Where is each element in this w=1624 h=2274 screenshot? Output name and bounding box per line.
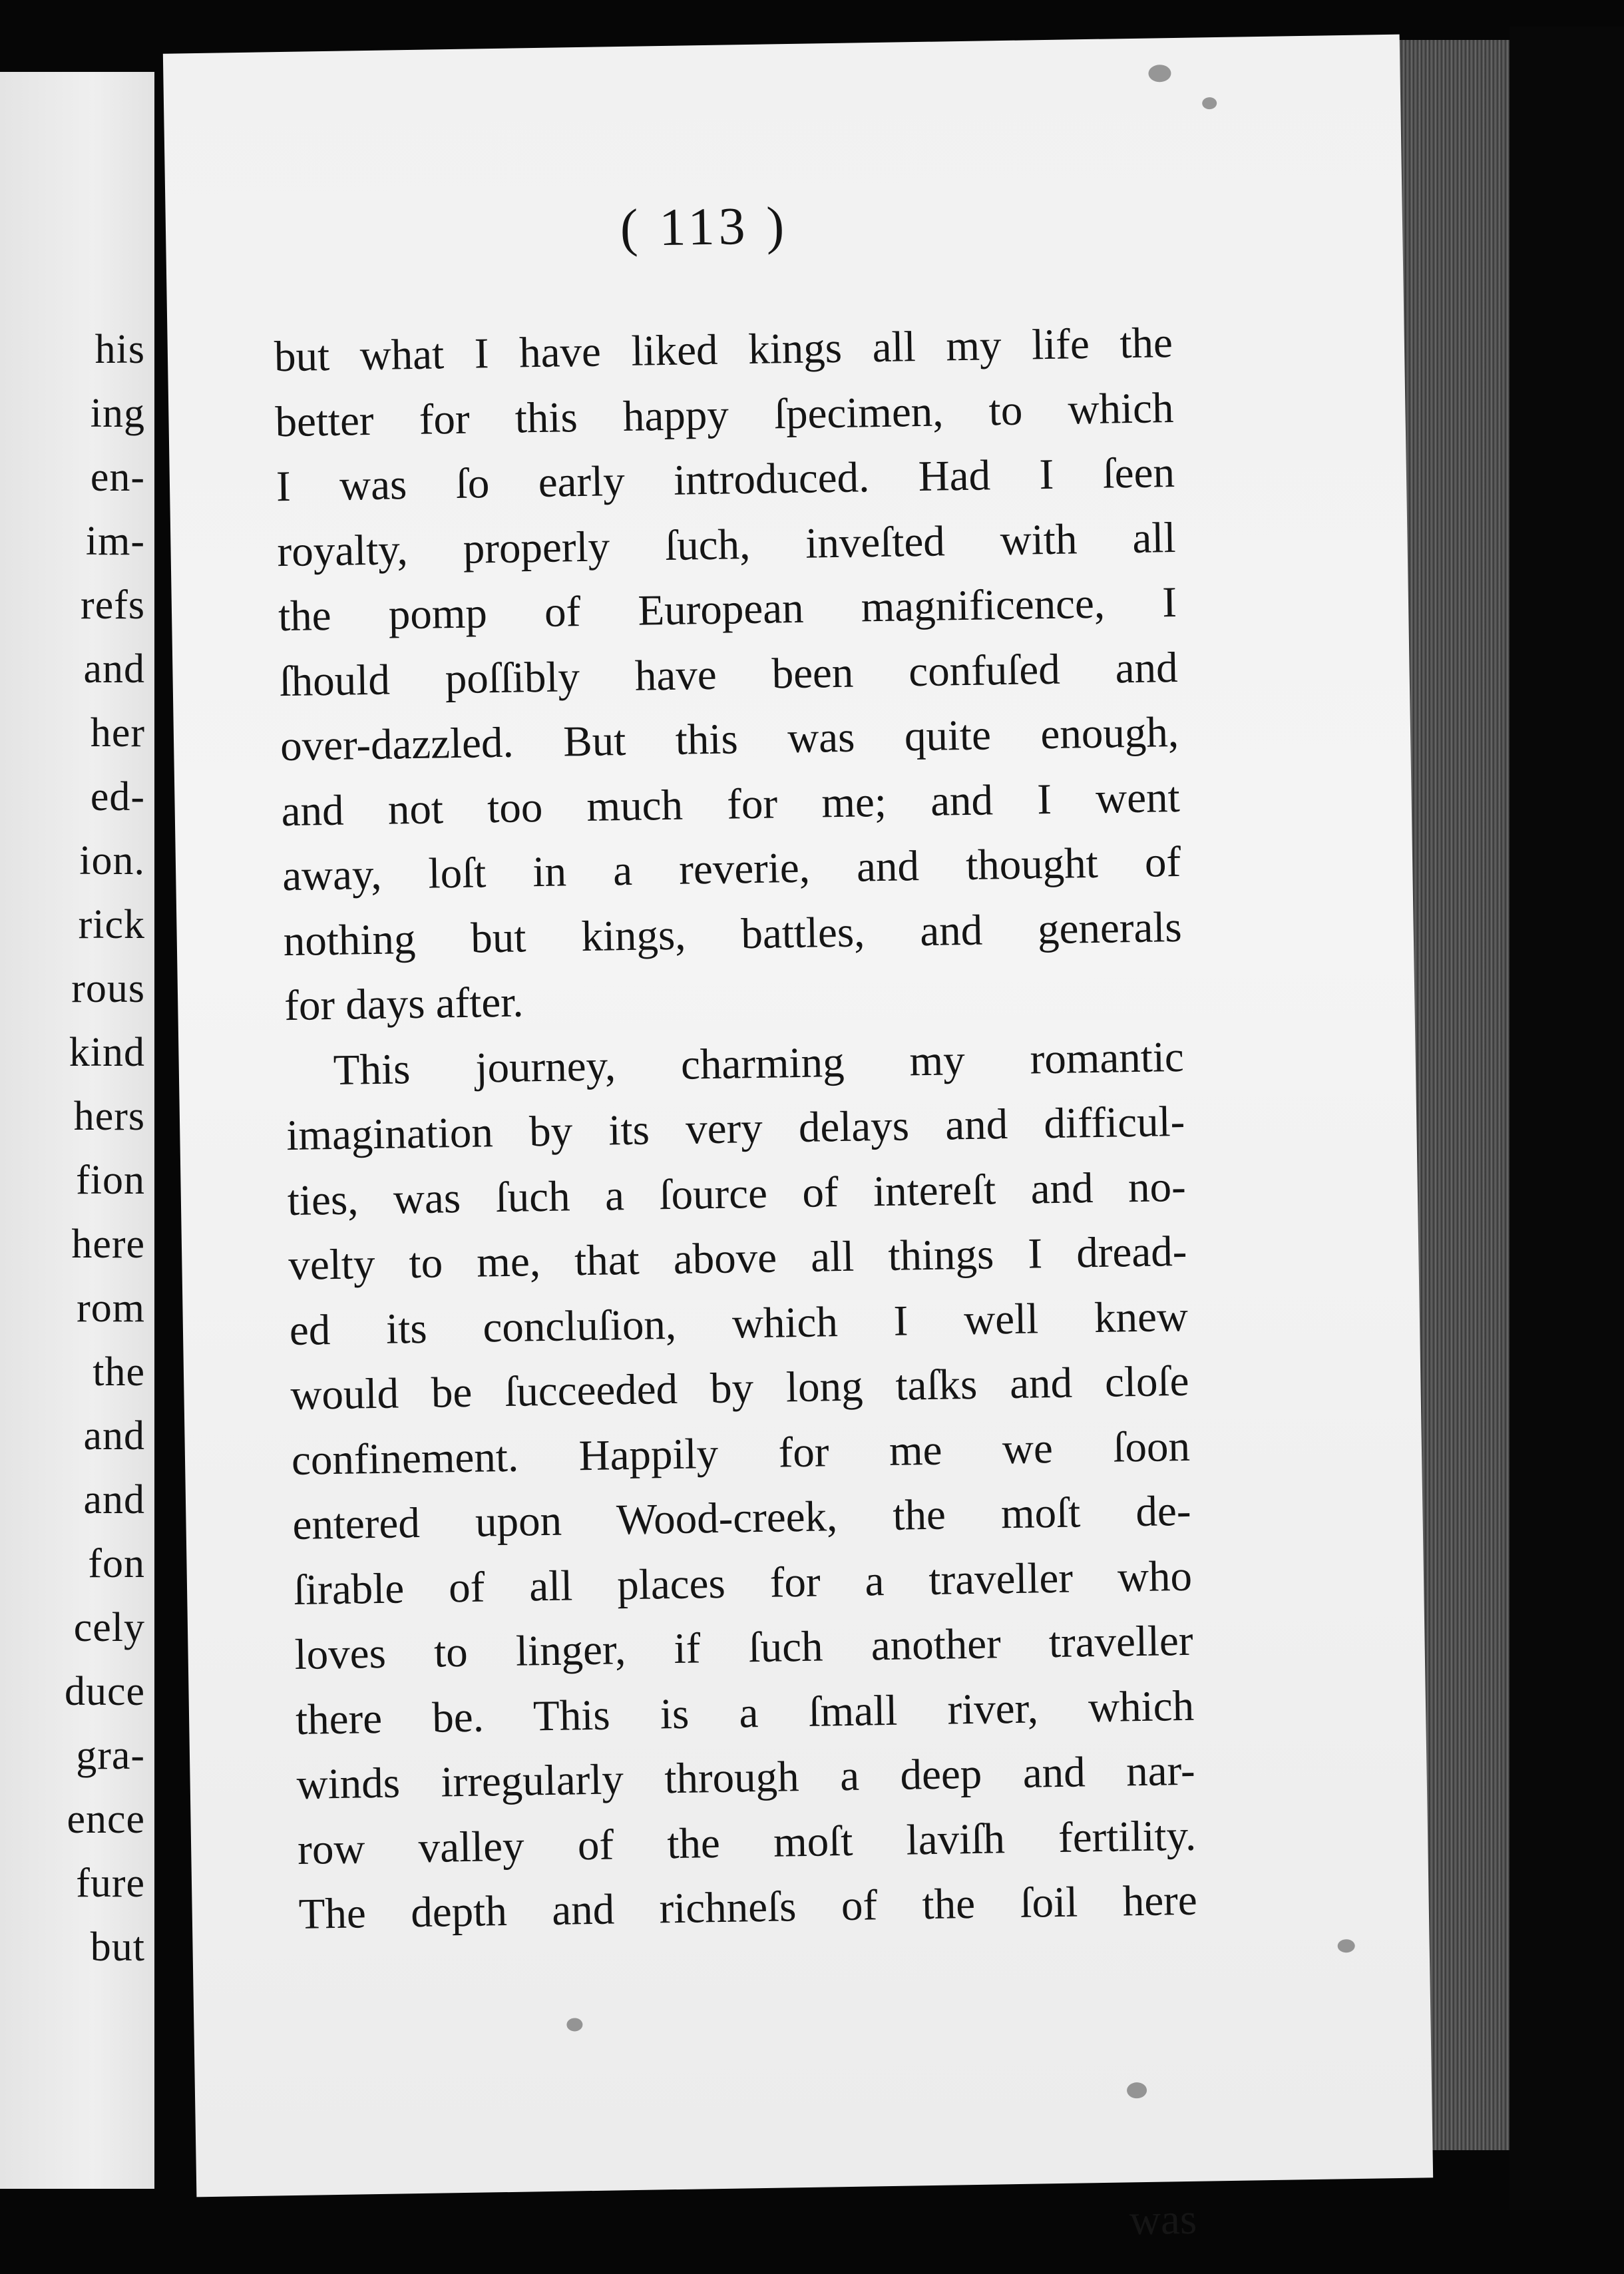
paper-speck — [1202, 97, 1217, 109]
left-page-fragment: his — [95, 327, 145, 372]
text-line: ſhould poſſibly have been confuſed and — [279, 643, 1179, 706]
left-page-fragment: here — [71, 1222, 145, 1267]
left-page-fragment: rous — [71, 966, 145, 1011]
page-number: ( 113 ) — [620, 196, 789, 258]
text-line: confinement. Happily for me we ſoon — [291, 1422, 1191, 1484]
paragraph-start-line: This journey, charming my romantic — [333, 1032, 1185, 1094]
left-page-fragment: cely — [73, 1605, 145, 1650]
catchword: was — [1129, 2195, 1197, 2245]
text-line: velty to me, that above all things I dread- — [288, 1227, 1187, 1290]
left-page-fragment: and — [83, 1477, 145, 1522]
book-page — [163, 35, 1433, 2245]
text-line: row valley of the moſt laviſh fertility. — [297, 1811, 1197, 1874]
left-page-fragment: and — [83, 1413, 145, 1459]
text-line: for days after. — [284, 978, 524, 1030]
text-line: but what I have liked kings all my life the — [274, 319, 1173, 381]
left-page-fragment: ence — [67, 1797, 145, 1842]
left-page-fragment: kind — [69, 1030, 145, 1075]
left-page-fragment: rom — [77, 1285, 145, 1331]
text-line: better for this happy ſpecimen, to which — [274, 383, 1174, 446]
text-line: nothing but kings, battles, and generals — [283, 903, 1183, 965]
left-page-fragment: ion. — [79, 838, 145, 883]
text-line: away, loſt in a reverie, and thought of — [282, 837, 1181, 901]
left-page-fragment: ing — [90, 391, 145, 436]
left-page-fragment: duce — [64, 1669, 145, 1714]
text-line: would be ſucceeded by long taſks and cloſe — [290, 1357, 1189, 1420]
paper-speck — [566, 2018, 582, 2031]
scan-background — [1510, 27, 1624, 2210]
left-page-fragment: but — [90, 1925, 145, 1970]
text-line: royalty, properly ſuch, inveſted with all — [277, 513, 1176, 576]
left-page-fragment: refs — [81, 582, 145, 628]
left-page-fragment: and — [83, 646, 145, 692]
paper-speck — [1127, 2082, 1147, 2098]
text-line: ed its concluſion, which I well knew — [289, 1292, 1189, 1355]
left-page-fragment: hers — [73, 1094, 145, 1139]
text-line: winds irregularly through a deep and nar- — [296, 1746, 1196, 1809]
text-line: imagination by its very delays and difficul- — [286, 1097, 1185, 1160]
left-page-fragment: ed- — [90, 774, 145, 819]
left-page-fragment: the — [93, 1349, 145, 1395]
left-page-fragment: fion — [76, 1158, 145, 1203]
left-page-fragment: gra- — [76, 1733, 145, 1778]
body-text — [274, 311, 1198, 2245]
text-line: there be. This is a ſmall river, which — [295, 1682, 1195, 1744]
left-page-fragment: en- — [90, 455, 145, 500]
left-page-fragment: rick — [78, 902, 145, 947]
previous-page-edge — [0, 72, 154, 2189]
paper-speck — [1338, 1939, 1355, 1952]
text-line: The depth and richneſs of the ſoil here — [298, 1876, 1198, 1938]
text-line: I was ſo early introduced. Had I ſeen — [276, 448, 1175, 511]
text-line: and not too much for me; and I went — [281, 773, 1181, 835]
text-line: ties, was ſuch a ſource of intereſt and no- — [287, 1162, 1187, 1225]
text-line: loves to linger, if ſuch another traveller — [294, 1616, 1194, 1679]
paper-speck — [1148, 65, 1171, 83]
left-page-fragment: fure — [76, 1861, 145, 1906]
text-line: ſirable of all places for a traveller who — [293, 1552, 1193, 1614]
text-line: the pomp of European magnificence, I — [278, 578, 1177, 641]
left-page-fragment: fon — [88, 1541, 145, 1586]
left-page-fragment: im- — [85, 519, 145, 564]
left-page-fragment: her — [90, 710, 145, 756]
text-line: entered upon Wood-creek, the moſt de- — [292, 1486, 1191, 1549]
text-line: over-dazzled. But this was quite enough, — [280, 708, 1179, 771]
